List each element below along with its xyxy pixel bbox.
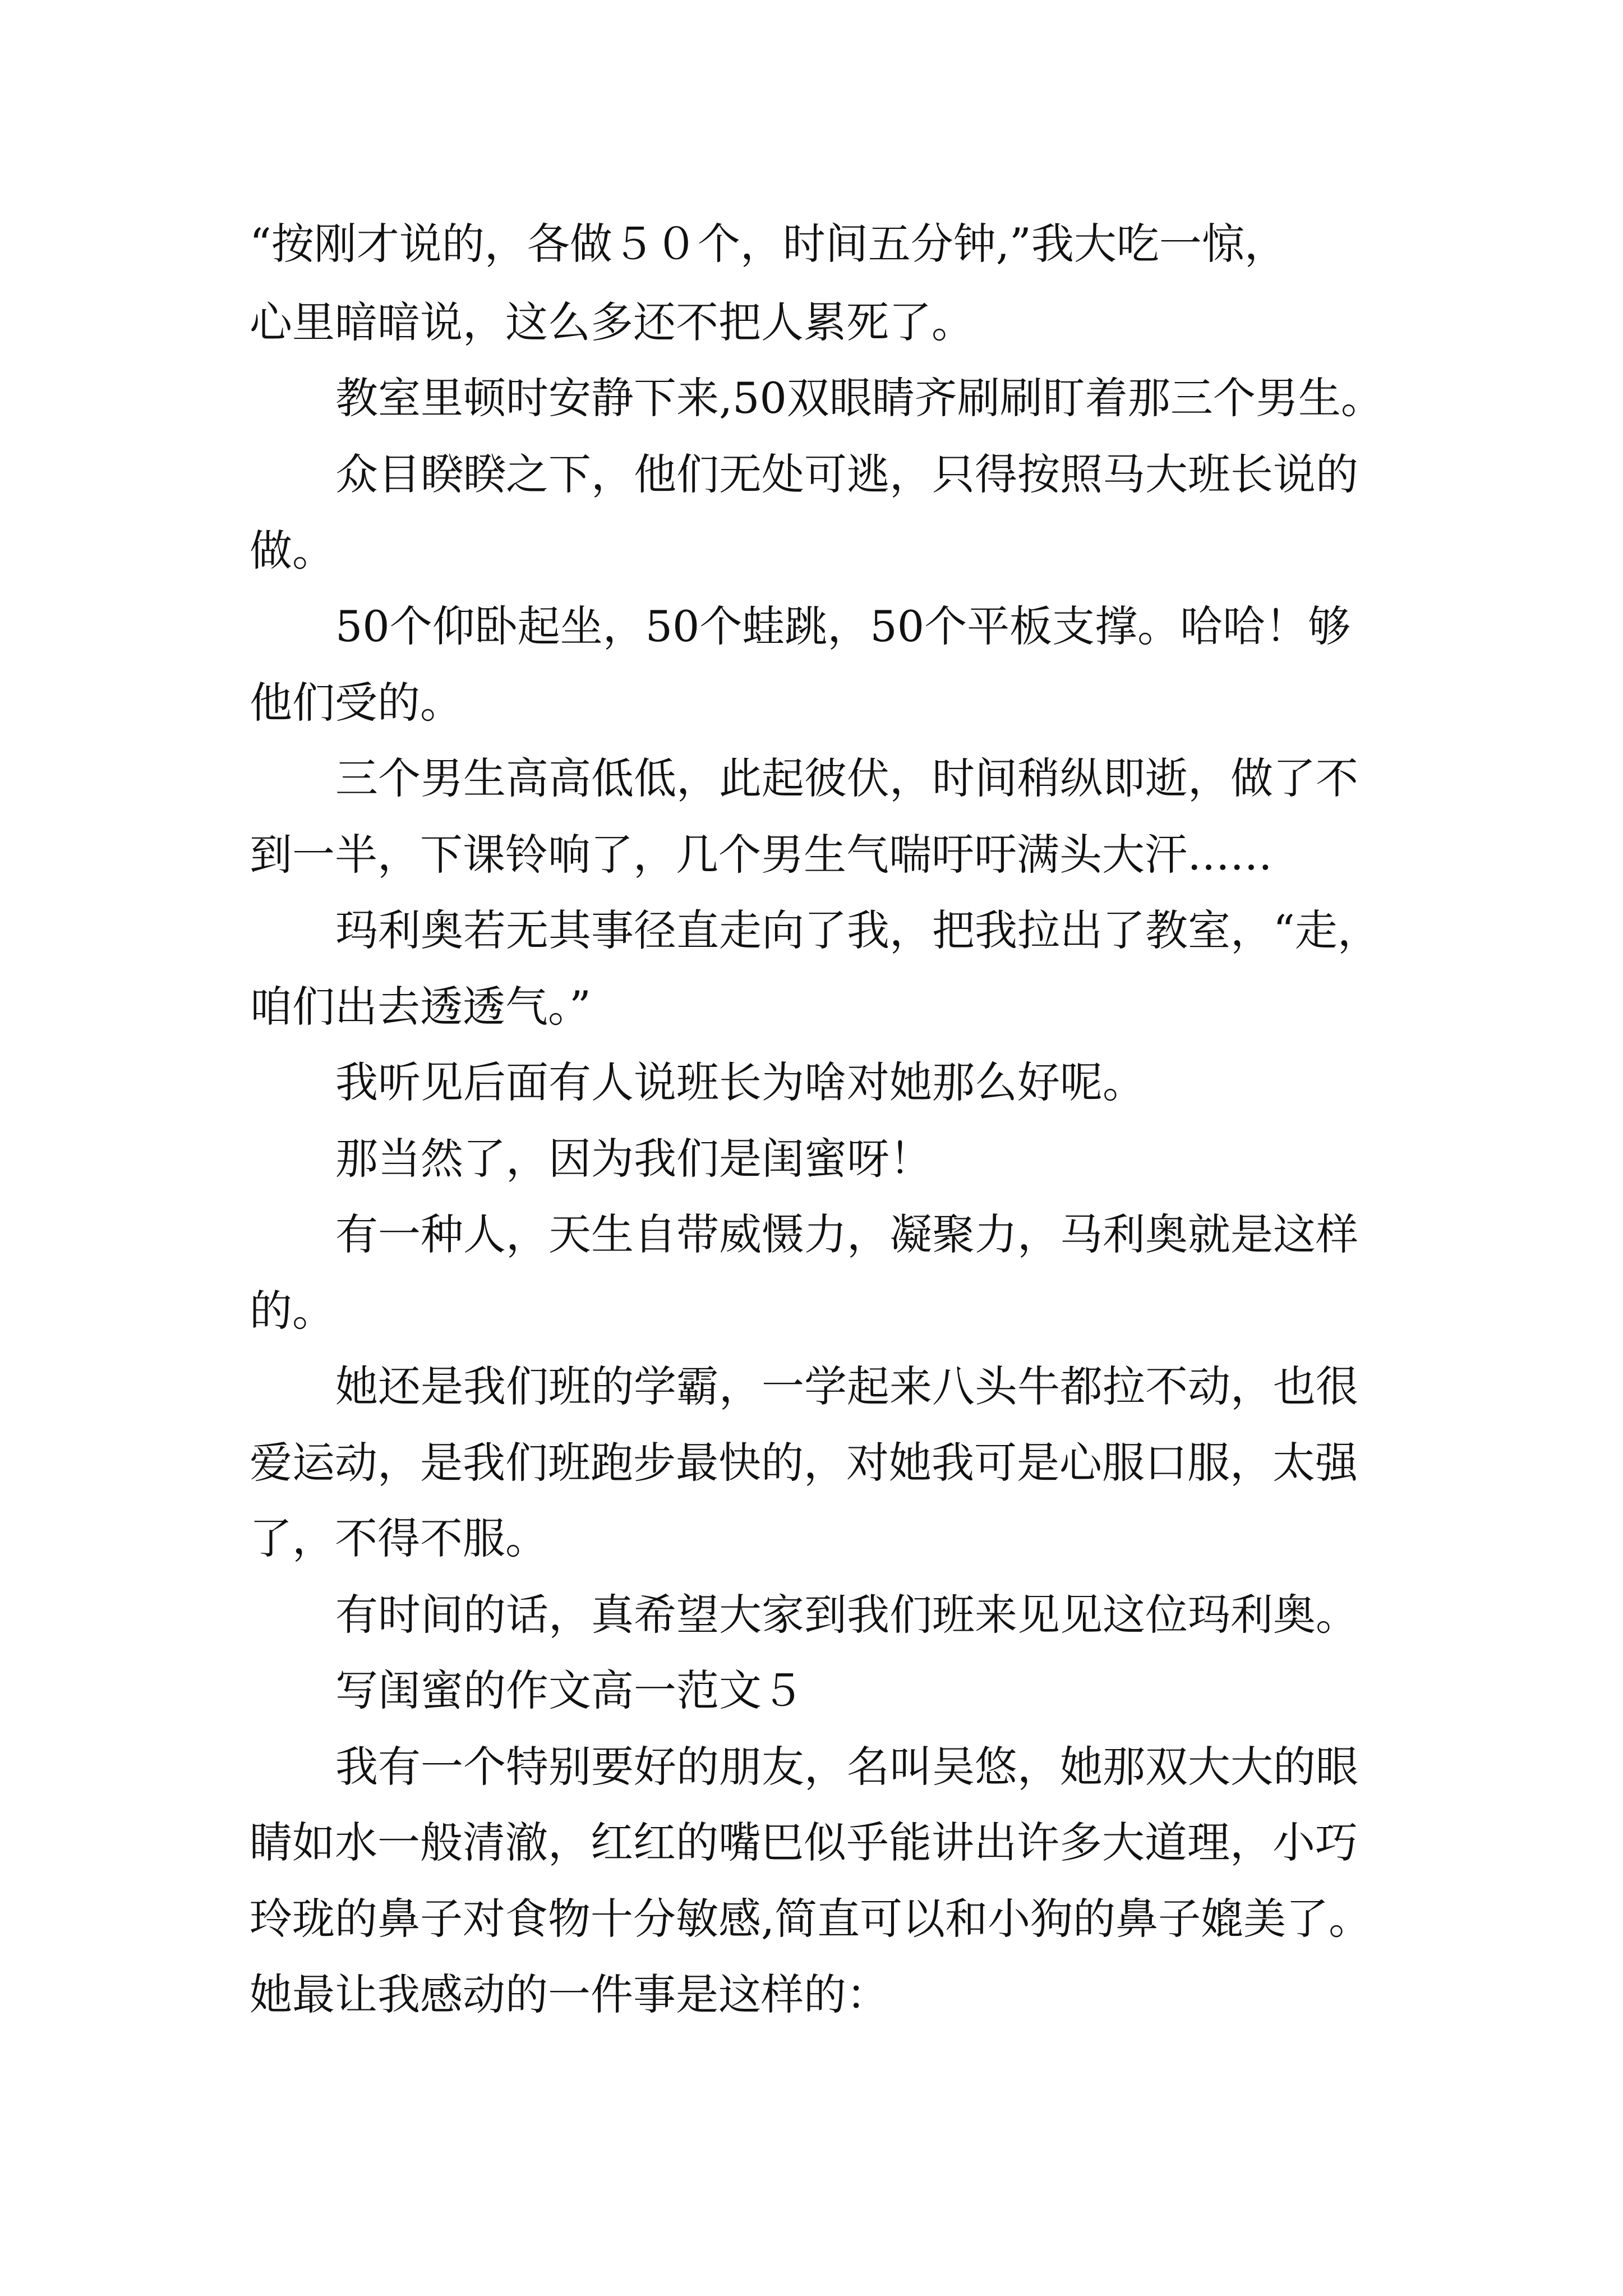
text-line: 三个男生高高低低，此起彼伏，时间稍纵即逝，做了不	[335, 753, 1358, 803]
text-line: 睛如水一般清澈，红红的嘴巴似乎能讲出许多大道理，小巧	[250, 1818, 1358, 1867]
text-line: 众目睽睽之下，他们无处可逃，只得按照马大班长说的	[335, 449, 1358, 499]
text-line: 他们受的。	[250, 678, 463, 728]
text-line: 有时间的话，真希望大家到我们班来见见这位玛利奥。	[335, 1590, 1358, 1640]
text-line: 50个仰卧起坐，50个蛙跳，50个平板支撑。哈哈！够	[335, 601, 1351, 651]
section-heading: 写闺蜜的作文高一范文５	[335, 1665, 804, 1715]
text-line: 了，不得不服。	[250, 1513, 548, 1563]
text-line: 爱运动，是我们班跑步最快的，对她我可是心服口服，太强	[250, 1438, 1358, 1488]
text-line: “按刚才说的，各做５０个，时间五分钟,”我大吃一惊，	[250, 219, 1287, 269]
text-line: 她还是我们班的学霸，一学起来八头牛都拉不动，也很	[335, 1361, 1358, 1411]
text-line: 心里暗暗说，这么多还不把人累死了。	[250, 297, 974, 347]
text-line: 我听见后面有人说班长为啥对她那么好呢。	[335, 1057, 1145, 1107]
text-line: 那当然了，因为我们是闺蜜呀！	[335, 1134, 932, 1184]
text-line: 咱们出去透透气。”	[250, 982, 591, 1032]
text-line: 有一种人，天生自带威慑力，凝聚力，马利奥就是这样	[335, 1209, 1358, 1259]
text-line: 玲珑的鼻子对食物十分敏感,简直可以和小狗的鼻子媲美了。	[250, 1894, 1372, 1944]
text-line: 她最让我感动的一件事是这样的：	[250, 1970, 889, 2019]
text-line: 教室里顿时安静下来,50双眼睛齐刷刷盯着那三个男生。	[335, 373, 1384, 423]
text-line: 的。	[250, 1286, 335, 1336]
text-line: 做。	[250, 526, 335, 576]
text-line: 到一半，下课铃响了，几个男生气喘吁吁满头大汗……	[250, 830, 1272, 880]
text-line: 玛利奥若无其事径直走向了我，把我拉出了教室，“走，	[335, 905, 1380, 955]
text-line: 我有一个特别要好的朋友，名叫吴悠，她那双大大的眼	[335, 1742, 1358, 1792]
